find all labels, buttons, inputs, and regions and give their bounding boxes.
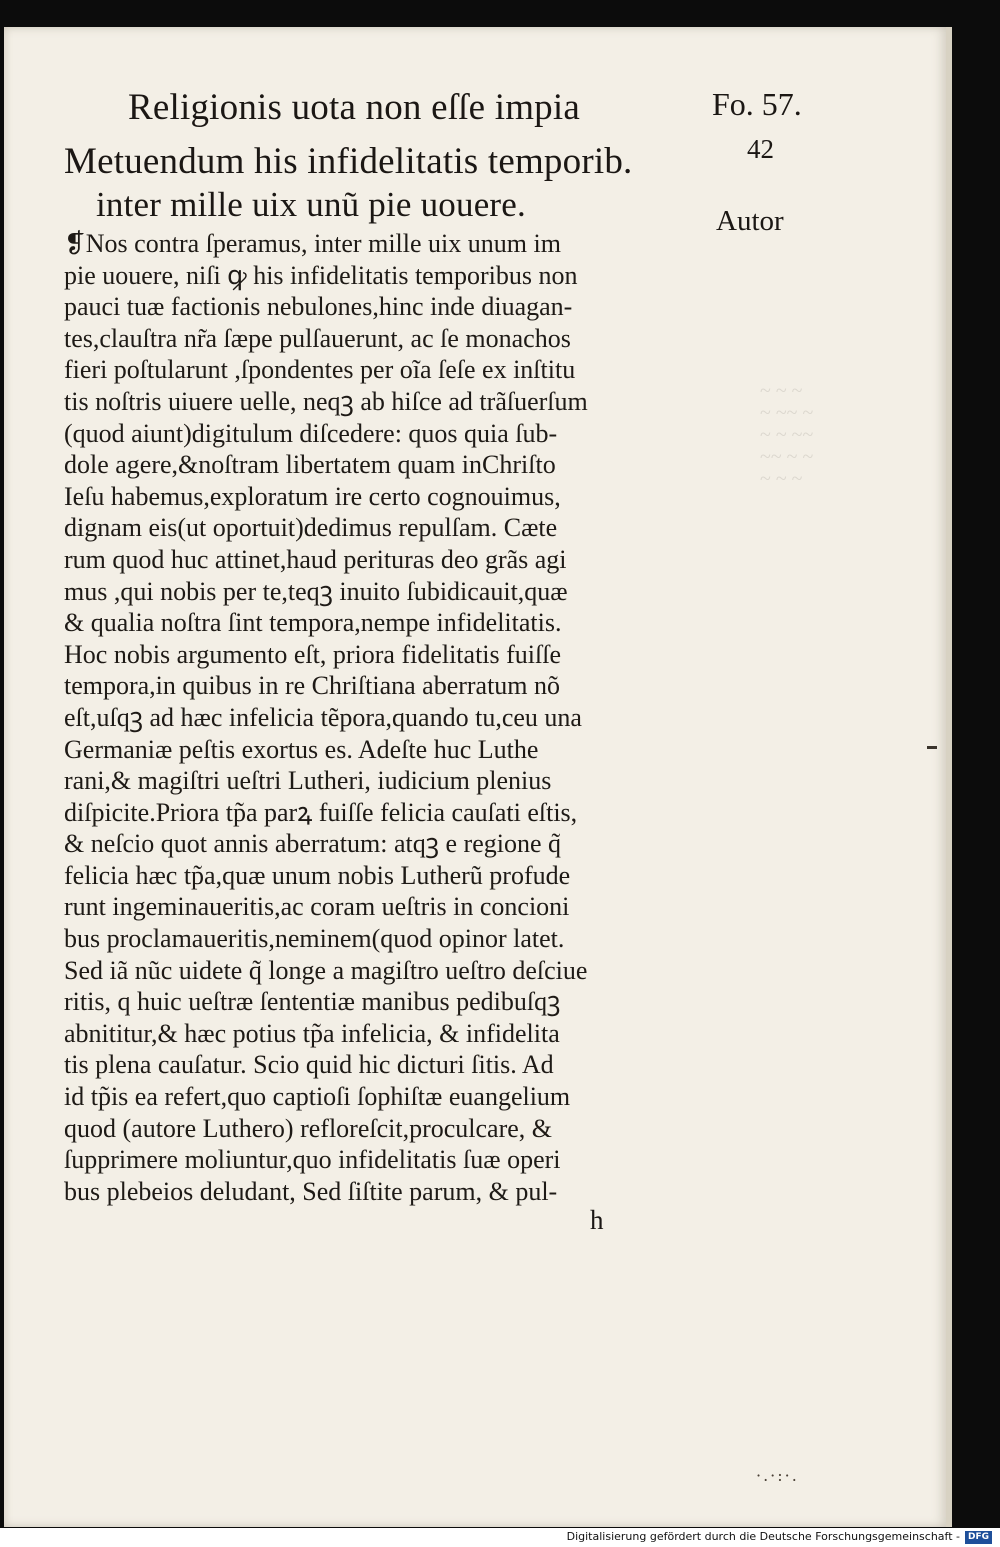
signature-mark: h (590, 1205, 604, 1235)
text-line: abnititur,& hæc potius tp̃a infelicia, & infidelita (64, 1018, 560, 1048)
text-line: rum quod huc attinet,haud perituras deo grãs agi (64, 544, 567, 574)
text-line: dignam eis(ut oportuit)dedimus repulſam. Cæte (64, 513, 558, 543)
footer-bar (0, 1528, 1000, 1547)
text-line: ritis, q huic ueſtræ ſententiæ manibus pedibuſqꝫ (64, 987, 561, 1017)
dfg-logo: DFG (965, 1531, 992, 1544)
text-line: dole agere,&noſtram libertatem quam inChriſto (64, 450, 556, 480)
text-line: fieri poſtularunt ,ſpondentes per oĩa ſeſe ex inſtitu (64, 355, 576, 385)
body-text (64, 228, 696, 1207)
text-line: quod (autore Luthero) refloreſcit,proculcare, & (64, 1113, 552, 1143)
text-line: runt ingeminaueritis,ac coram ueſtris in concioni (64, 892, 570, 922)
folio-label: Fo. 57. (712, 86, 802, 122)
folio-number: 42 (747, 134, 774, 164)
page-heading-line-3: inter mille uix unũ pie uouere. (96, 185, 526, 224)
text-line: pauci tuæ factionis nebulones,hinc inde diuagan- (64, 292, 573, 322)
text-line: ❡Nos contra ſperamus, inter mille uix unum im (64, 229, 561, 258)
text-line: rani,& magiſtri ueſtri Lutheri, iudicium plenius (64, 766, 552, 796)
text-line: bus plebeios deludant, Sed ſiſtite parum, & pul- (64, 1176, 558, 1206)
text-line: tis plena cauſatur. Scio quid hic dicturi ſitis. Ad (64, 1050, 554, 1080)
page-heading-line-2: Metuendum his infidelitatis temporib. (64, 141, 633, 182)
text-line: Germaniæ peſtis exortus es. Adeſte huc Luthe (64, 734, 539, 764)
margin-note: Autor (716, 205, 784, 237)
text-line: & neſcio quot annis aberratum: atqꝫ e regione q̃ (64, 829, 562, 859)
text-line: bus proclamaueritis,neminem(quod opinor latet. (64, 924, 565, 954)
text-line: Ieſu habemus,exploratum ire certo cognouimus, (64, 481, 561, 511)
footer-credit: Digitalisierung gefördert durch die Deutsche Forschungsgemeinschaft - (566, 1530, 960, 1543)
text-line: pie uouere, niſi ꝙ his infidelitatis temporibus non (64, 260, 578, 290)
text-line: tempora,in quibus in re Chriſtiana aberratum nõ (64, 671, 561, 701)
paper-specks: ·.·:·. (756, 1466, 799, 1485)
text-line: eſt,uſqꝫ ad hæc infelicia tẽpora,quando tu,ceu una (64, 702, 582, 732)
text-line: Sed iã nũc uidete q̃ longe a magiſtro ueſtro deſciue (64, 955, 588, 985)
text-line: (quod aiunt)digitulum diſcedere: quos quia ſub- (64, 418, 558, 448)
text-line: mus ,qui nobis per te,teqꝫ inuito ſubidicauit,quæ (64, 576, 568, 606)
text-line: ſupprimere moliuntur,quo infidelitatis ſuæ operi (64, 1145, 561, 1175)
text-line: tis noſtris uiuere uelle, neqꝫ ab hiſce ad trãſuerſum (64, 386, 588, 416)
text-line: id tp̃is ea refert,quo captioſi ſophiſtæ euangelium (64, 1082, 571, 1112)
text-line: diſpicite.Priora tp̃a parꝝ fuiſſe felicia cauſati eſtis, (64, 797, 578, 827)
text-line: tes,clauſtra nr̃a ſæpe pulſauerunt, ac ſe monachos (64, 323, 571, 353)
page-edge (946, 27, 952, 1527)
edge-mark (927, 746, 937, 749)
text-line: & qualia noſtra ſint tempora,nempe infidelitatis. (64, 608, 562, 638)
text-line: Hoc nobis argumento eſt, priora fidelitatis fuiſſe (64, 639, 562, 669)
bleed-through-texture: ~ ~ ~ ~ ~~ ~ ~ ~ ~~ ~~ ~ ~ ~ ~ ~ (760, 380, 814, 490)
page-heading-line-1: Religionis uota non eſſe impia (128, 87, 580, 128)
text-line: felicia hæc tp̃a,quæ unum nobis Lutherũ profude (64, 860, 571, 890)
